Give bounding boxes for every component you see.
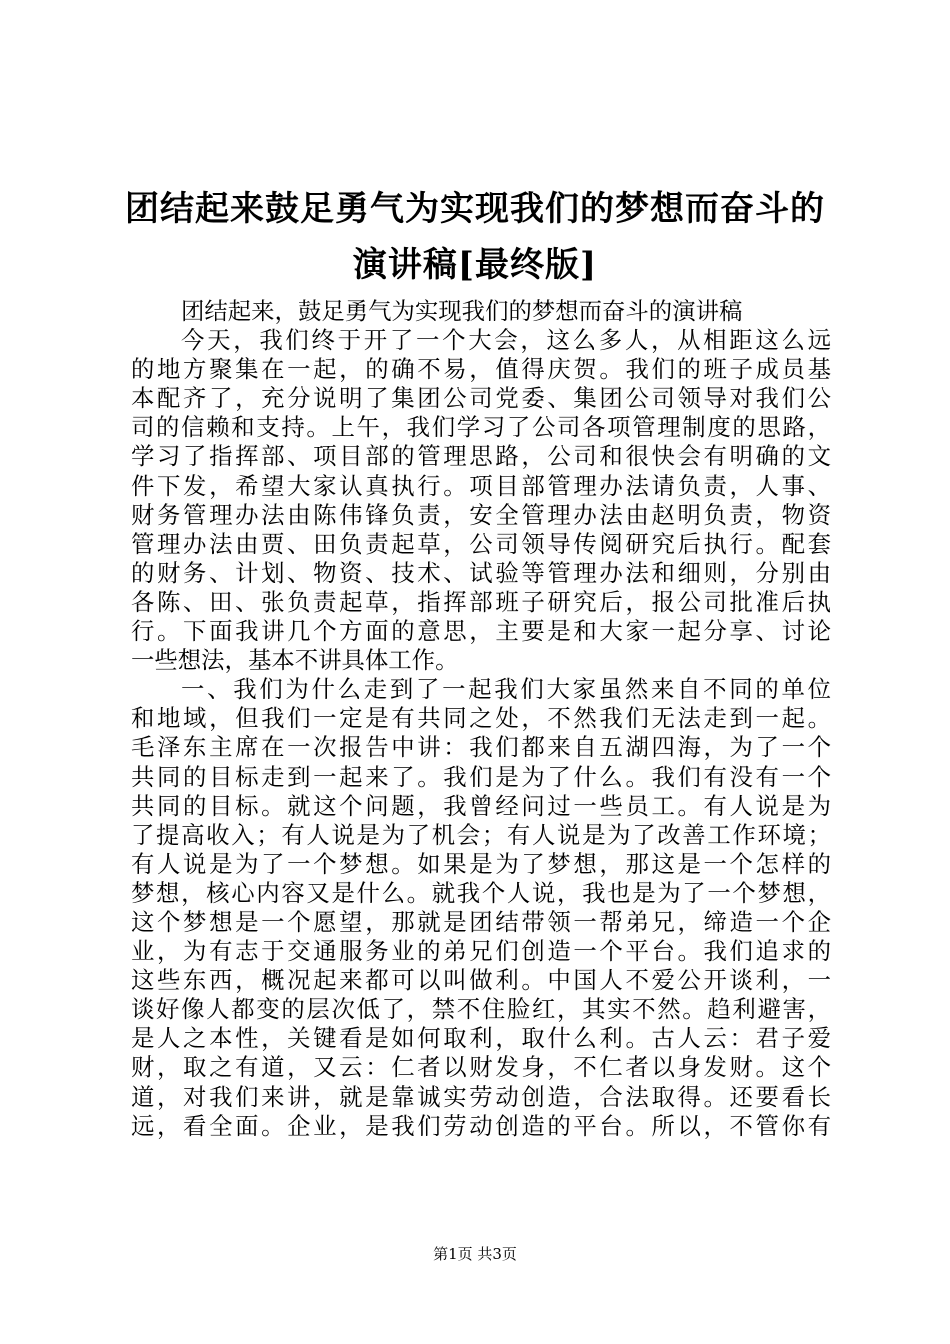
body-text-line: 的财务、计划、物资、技术、试验等管理办法和细则，分别由 [131, 558, 831, 587]
page-footer [0, 1244, 950, 1264]
document-title [110, 186, 840, 288]
body-text-line: 本配齐了，充分说明了集团公司党委、集团公司领导对我们公 [131, 384, 831, 413]
title-line-2: 演讲稿[最终版] [352, 245, 598, 285]
body-text-line: 财务管理办法由陈伟锋负责，安全管理办法由赵明负责，物资 [131, 500, 831, 529]
body-text-line: 和地域，但我们一定是有共同之处，不然我们无法走到一起。 [131, 704, 831, 733]
body-text-line: 各陈、田、张负责起草，指挥部班子研究后，报公司批准后执 [131, 587, 831, 616]
body-text-line: 一些想法，基本不讲具体工作。 [131, 646, 459, 675]
body-text-line: 这些东西，概况起来都可以叫做利。中国人不爱公开谈利，一 [131, 966, 831, 995]
body-text-line: 共同的目标走到一起来了。我们是为了什么。我们有没有一个 [131, 762, 831, 791]
body-text-line: 行。下面我讲几个方面的意思，主要是和大家一起分享、讨论 [131, 617, 831, 646]
body-text-line: 道，对我们来讲，就是靠诚实劳动创造，合法取得。还要看长 [131, 1082, 831, 1111]
body-text-line: 这个梦想是一个愿望，那就是团结带领一帮弟兄，缔造一个企 [131, 907, 831, 936]
body-text-line: 司的信赖和支持。上午，我们学习了公司各项管理制度的思路， [131, 413, 831, 442]
body-text-line: 团结起来，鼓足勇气为实现我们的梦想而奋斗的演讲稿 [181, 297, 743, 325]
body-text-line: 谈好像人都变的层次低了，禁不住脸红，其实不然。趋利避害， [131, 995, 831, 1024]
body-text-line: 有人说是为了一个梦想。如果是为了梦想，那这是一个怎样的 [131, 849, 831, 878]
body-text-line: 今天，我们终于开了一个大会，这么多人，从相距这么远 [181, 326, 831, 355]
body-text-line: 共同的目标。就这个问题，我曾经问过一些员工。有人说是为 [131, 791, 831, 820]
body-text-line: 业，为有志于交通服务业的弟兄们创造一个平台。我们追求的 [131, 937, 831, 966]
body-text-line: 毛泽东主席在一次报告中讲：我们都来自五湖四海，为了一个 [131, 733, 831, 762]
body-text-line: 远，看全面。企业，是我们劳动创造的平台。所以，不管你有 [131, 1111, 831, 1140]
body-text-line: 梦想，核心内容又是什么。就我个人说，我也是为了一个梦想， [131, 878, 831, 907]
body-text-line: 财，取之有道，又云：仁者以财发身，不仁者以身发财。这个 [131, 1053, 831, 1082]
title-line-1: 团结起来鼓足勇气为实现我们的梦想而奋斗的 [125, 189, 825, 229]
body-text-line: 件下发，希望大家认真执行。项目部管理办法请负责，人事、 [131, 471, 831, 500]
document-body [131, 297, 831, 1141]
page-number-label: 第1页 共3页 [433, 1245, 517, 1263]
body-text-line: 管理办法由贾、田负责起草，公司领导传阅研究后执行。配套 [131, 529, 831, 558]
body-text-line: 的地方聚集在一起，的确不易，值得庆贺。我们的班子成员基 [131, 355, 831, 384]
body-text-line: 是人之本性，关键看是如何取利，取什么利。古人云：君子爱 [131, 1024, 831, 1053]
body-text-line: 一、我们为什么走到了一起我们大家虽然来自不同的单位 [181, 675, 831, 704]
body-text-line: 学习了指挥部、项目部的管理思路，公司和很快会有明确的文 [131, 442, 831, 471]
body-text-line: 了提高收入；有人说是为了机会；有人说是为了改善工作环境； [131, 820, 831, 849]
